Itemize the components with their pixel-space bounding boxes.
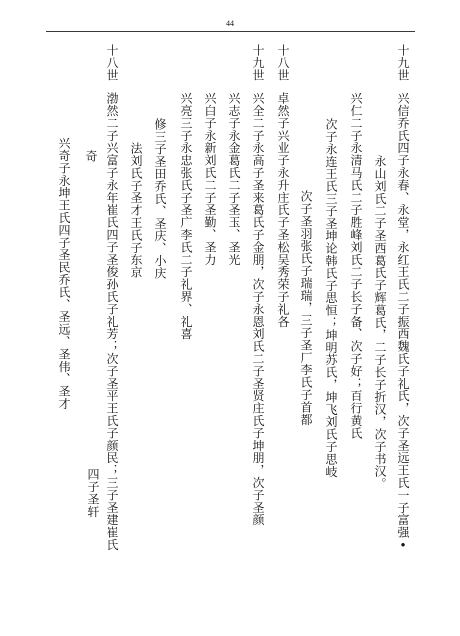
genealogy-column: 兴亮三子永忠张氏子圣广李氏二子礼界、礼喜 bbox=[179, 92, 193, 340]
genealogy-fragment: 奇 bbox=[84, 150, 98, 163]
genealogy-column: 兴志子永金葛氏二子圣玉、圣光 bbox=[227, 92, 241, 266]
genealogy-column: 永山刘氏二子圣西葛氏子辉葛氏，二子长子折汉，次子书汉。 bbox=[373, 155, 387, 490]
genealogy-column: 次子永连王氏三子圣坤论韩氏子思恒；坤明苏氏，坤飞刘氏子思岐 bbox=[324, 118, 338, 478]
genealogy-column: 次子圣羽张氏子瑞瑞，三子圣厂李氏子首都 bbox=[299, 190, 313, 426]
generation-label: 十九世 bbox=[396, 44, 410, 82]
generation-label: 十九世 bbox=[251, 44, 265, 82]
page-number: 44 bbox=[226, 19, 234, 28]
genealogy-column: 渤然二子兴富子永年崔氏四子圣俊孙氏子礼芳；次子圣平王氏子颜民；三子圣建崔氏 bbox=[105, 92, 119, 551]
genealogy-column: 兴奇子永坤王氏四子圣民乔氏、圣远、圣伟、圣才 bbox=[57, 137, 71, 410]
genealogy-column: 兴白子永新刘氏二子圣勤、圣力 bbox=[203, 92, 217, 266]
genealogy-column: 卓然子兴业子永升庄氏子圣松吴秀荣子礼各 bbox=[276, 92, 290, 328]
genealogy-column: 兴信乔氏四子永春、永堂，永红王氏二子振西魏氏子礼氏，次子圣远王氏一子富强• bbox=[396, 92, 410, 553]
generation-label: 十八世 bbox=[105, 44, 119, 82]
genealogy-fragment: 四子圣轩 bbox=[86, 468, 100, 518]
genealogy-column: 法刘氏子圣才王氏子东京 bbox=[129, 142, 143, 279]
genealogy-column: 兴全二子永高子圣来葛氏子金朋，次子永恩刘氏二子圣贤庄氏子坤朋，次子圣颜 bbox=[251, 92, 265, 526]
header-divider bbox=[46, 31, 415, 32]
genealogy-column: 修三子圣田乔氏、圣庆、小庆 bbox=[153, 118, 167, 280]
genealogy-column: 兴仁二子永清马氏二子胜峰刘氏二子长子备、次子好；百行黄氏 bbox=[349, 92, 363, 440]
generation-label: 十八世 bbox=[276, 44, 290, 82]
